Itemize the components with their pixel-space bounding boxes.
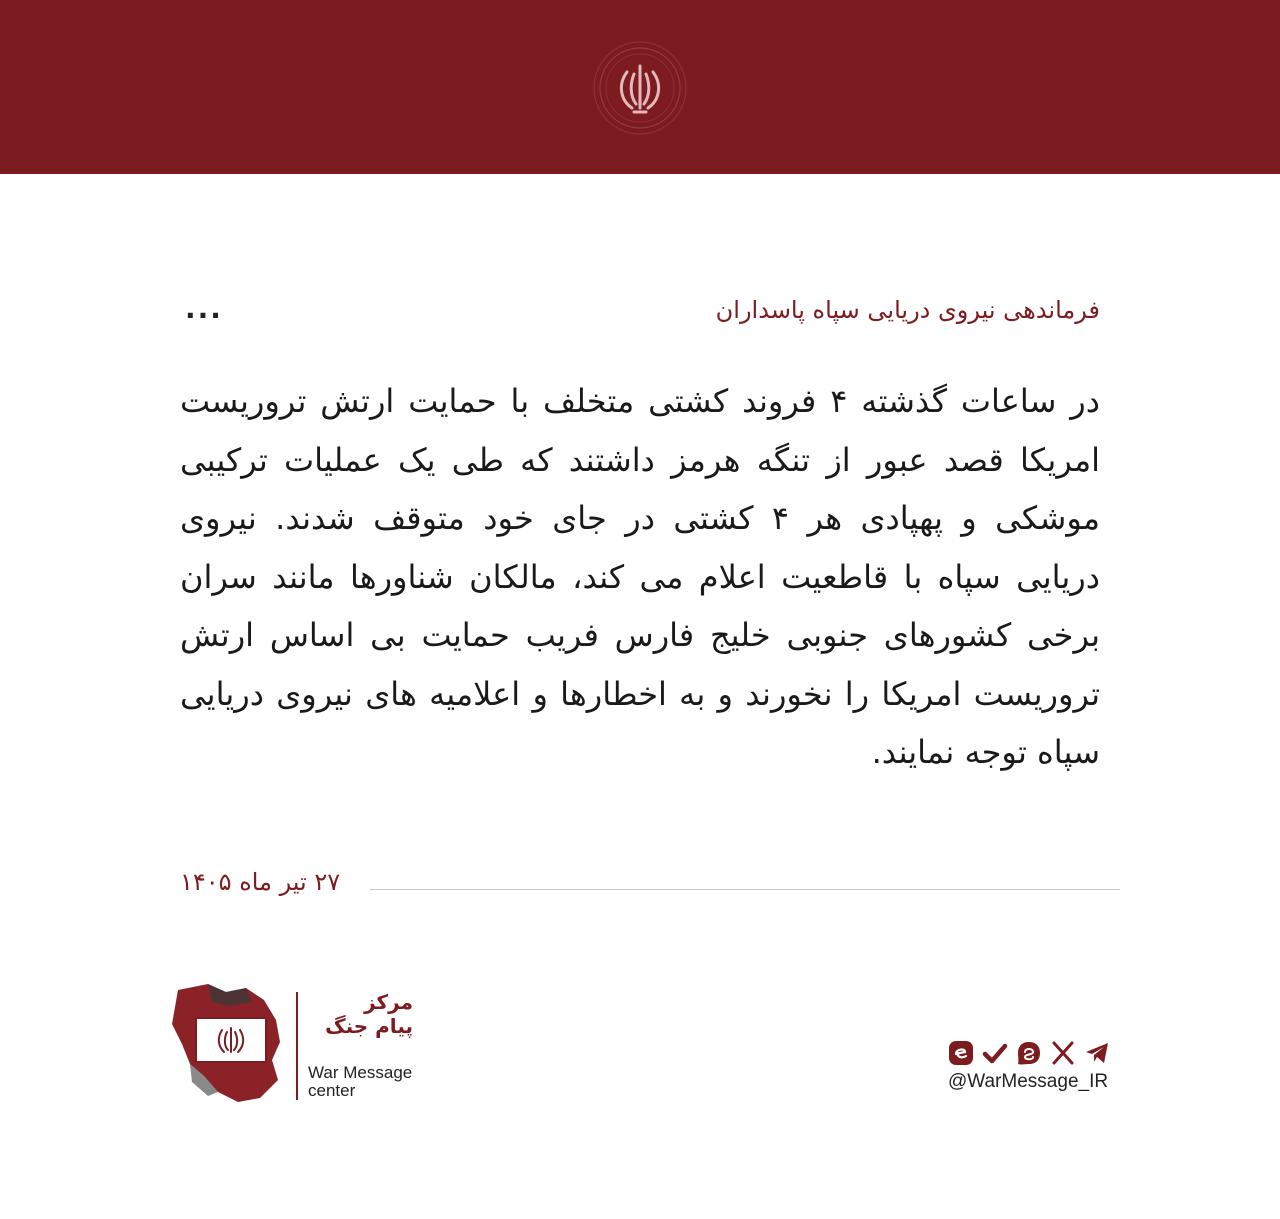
check-icon[interactable]	[982, 1040, 1008, 1066]
header-banner	[0, 0, 1280, 174]
post-date: ۲۷ تیر ماه ۱۴۰۵	[180, 868, 341, 896]
iran-emblem-icon	[590, 38, 690, 138]
logo-en-line2: center	[308, 1081, 356, 1100]
logo-fa-line2: پیام جنگ	[325, 1014, 413, 1038]
logo-en-line1: War Message	[308, 1063, 413, 1082]
logo-text-en	[308, 1064, 412, 1100]
date-divider	[370, 889, 1120, 890]
logo-fa-line1: مرکز	[364, 990, 413, 1014]
war-message-logo	[168, 980, 428, 1110]
telegram-icon[interactable]	[1084, 1040, 1110, 1066]
social-icons	[948, 1040, 1110, 1066]
post-body: در ساعات گذشته ۴ فروند کشتی متخلف با حمایت ارتش تروریست امریکا قصد عبور از تنگه هرمز داشتند که طی یک عملیات ترکیبی موشکی و پهپادی هر ۴ کشتی در جای خود متوقف شدند. نیروی دریایی سپاه با قاطعیت اعلام می کند، مالکان شناورها مانند سران برخی کشورهای جنوبی خلیج فارس فریب حمایت بی اساس ارتش تروریست امریکا را نخورند و به اخطارها و اعلامیه های نیروی دریایی سپاه توجه نمایند.	[180, 382, 1101, 771]
eitaa-icon[interactable]	[948, 1040, 974, 1066]
page-title: فرماندهی نیروی دریایی سپاه پاسداران	[715, 296, 1100, 324]
more-options-button[interactable]: ...	[185, 292, 223, 325]
social-handle[interactable]: @WarMessage_IR	[948, 1071, 1109, 1092]
logo-text-fa	[298, 990, 413, 1038]
date-row	[180, 868, 1120, 908]
x-icon[interactable]	[1050, 1040, 1076, 1066]
soroush-icon[interactable]	[1016, 1040, 1042, 1066]
iran-map-icon	[168, 980, 288, 1105]
